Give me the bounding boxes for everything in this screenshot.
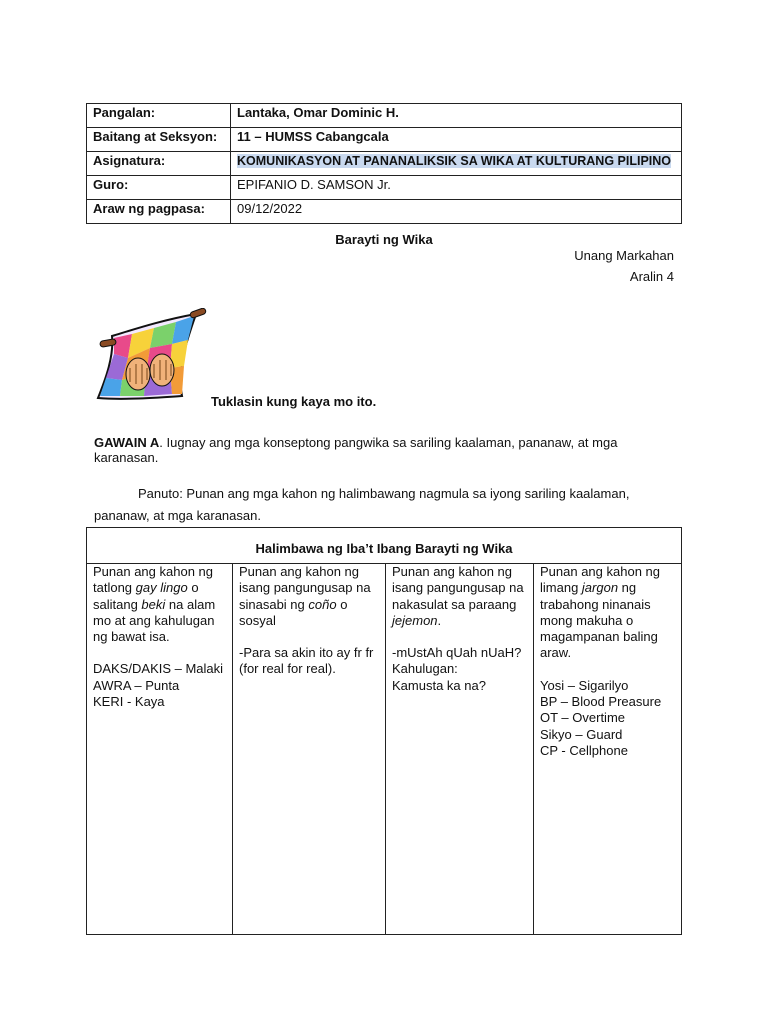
answer-line: KERI - Kaya xyxy=(93,694,165,710)
table-title: Halimbawa ng Iba’t Ibang Barayti ng Wika xyxy=(87,528,681,564)
info-value: EPIFANIO D. SAMSON Jr. xyxy=(231,176,682,200)
info-label: Pangalan: xyxy=(87,104,231,128)
gawain-instruction xyxy=(94,435,654,465)
info-label: Araw ng pagpasa: xyxy=(87,200,231,224)
answer-line: Yosi – Sigarilyo xyxy=(540,677,629,693)
info-value: 11 – HUMSS Cabangcala xyxy=(231,128,682,152)
info-row xyxy=(87,152,682,176)
answer-line: CP - Cellphone xyxy=(540,742,628,758)
student-info-table xyxy=(86,103,682,224)
info-row xyxy=(87,128,682,152)
quarter-label: Unang Markahan xyxy=(574,248,674,263)
column-jejemon xyxy=(386,564,534,934)
info-row xyxy=(87,176,682,200)
column-cono xyxy=(233,564,386,934)
barayti-table xyxy=(86,527,682,935)
magic-carpet-hands-illustration xyxy=(92,308,212,404)
answer-line: Kamusta ka na? xyxy=(392,677,486,693)
info-row xyxy=(87,200,682,224)
answer-line: OT – Overtime xyxy=(540,710,626,726)
answer-line: -Para sa akin ito ay fr fr (for real for real). xyxy=(239,645,374,677)
column-prompt: Punan ang kahon ng isang pangungusap na nakasulat sa paraang jejemon. xyxy=(392,564,524,628)
answer-line: BP – Blood Preasure xyxy=(540,694,662,710)
info-value-highlighted xyxy=(231,152,682,176)
column-jargon xyxy=(534,564,681,934)
gawain-label: GAWAIN A xyxy=(94,435,160,450)
info-label: Guro: xyxy=(87,176,231,200)
column-gay-lingo xyxy=(87,564,233,934)
answer-line: Sikyo – Guard xyxy=(540,726,623,742)
answer-line: DAKS/DAKIS – Malaki xyxy=(93,661,224,677)
column-prompt: Punan ang kahon ng tatlong gay lingo o salitang beki na alam mo at ang kahulugan ng bawat isa. xyxy=(93,564,216,645)
column-prompt: Punan ang kahon ng limang jargon ng trabahong ninanais mong makuha o magampanan baling araw. xyxy=(540,564,660,661)
answer-line: Kahulugan: xyxy=(392,661,458,677)
panuto-instruction xyxy=(94,483,654,527)
document-title: Barayti ng Wika xyxy=(335,232,433,247)
subject-text: KOMUNIKASYON AT PANANALIKSIK SA WIKA AT KULTURANG PILIPINO xyxy=(237,154,672,168)
discover-heading: Tuklasin kung kaya mo ito. xyxy=(211,394,377,409)
column-prompt: Punan ang kahon ng isang pangungusap na sinasabi ng coño o sosyal xyxy=(239,564,371,628)
info-row xyxy=(87,104,682,128)
answer-line: AWRA – Punta xyxy=(93,677,180,693)
info-label: Asignatura: xyxy=(87,152,231,176)
panuto-text: Panuto: Punan ang mga kahon ng halimbawang nagmula sa iyong sariling kaalaman, pananaw, at mga karanasan. xyxy=(94,486,630,523)
lesson-label: Aralin 4 xyxy=(629,269,674,284)
info-label: Baitang at Seksyon: xyxy=(87,128,231,152)
table-columns xyxy=(87,564,681,934)
answer-line: -mUstAh qUah nUaH? xyxy=(392,645,522,661)
gawain-text: . Iugnay ang mga konseptong pangwika sa sariling kaalaman, pananaw, at mga karanasan. xyxy=(94,435,618,465)
info-value: 09/12/2022 xyxy=(231,200,682,224)
info-value: Lantaka, Omar Dominic H. xyxy=(231,104,682,128)
